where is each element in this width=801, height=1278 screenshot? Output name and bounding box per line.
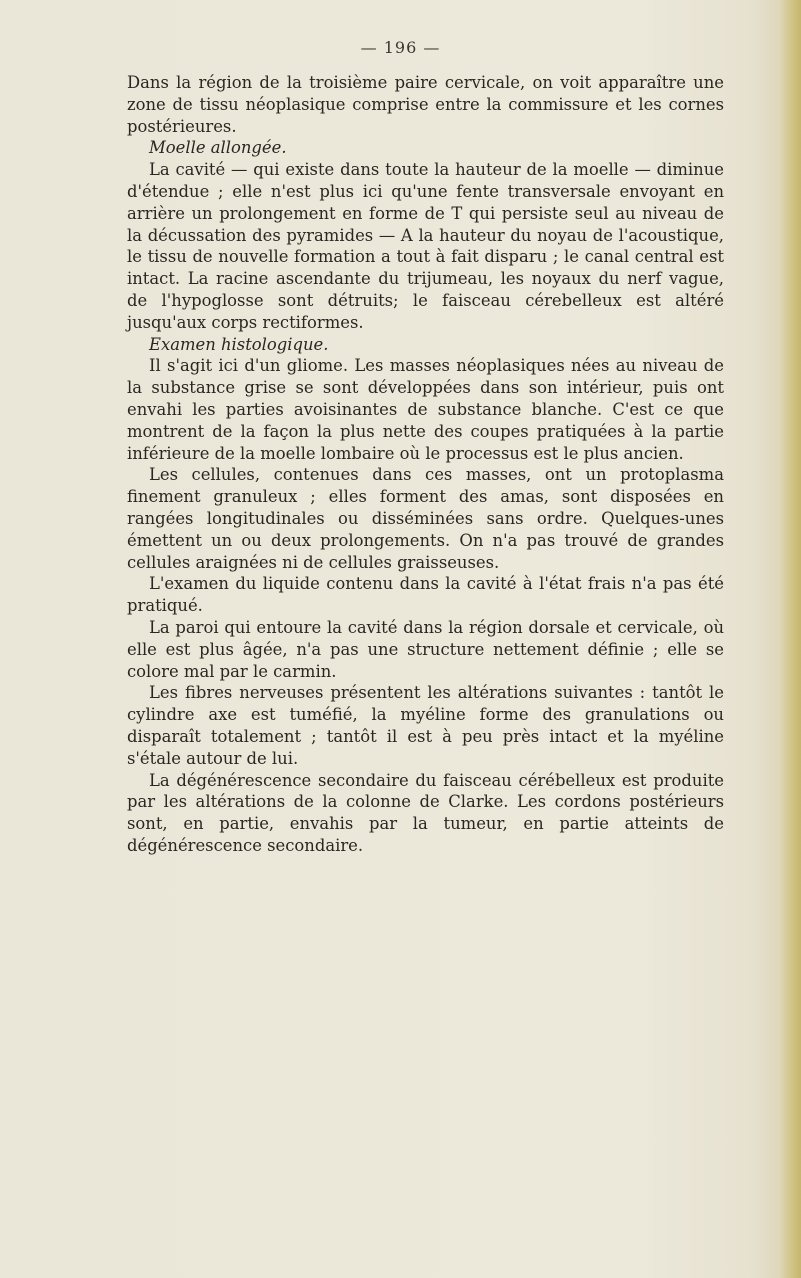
body-text: [127, 72, 724, 857]
paragraph-cavite: La cavité — qui existe dans toute la hauteur de la moelle — diminue d'étendue ; elle n'est plus ici qu'une fente transversale envoyant en arrière un prolongement en forme de T qui persiste seul au niveau de la décussation des pyramides — A la hauteur du noyau de l'acoustique, le tissu de nouvelle formation a tout à fait disparu ; le canal central est intact. La racine ascendante du trijumeau, les noyaux du nerf vague, de l'hypoglosse sont détruits; le faisceau cérebelleux est altéré jusqu'aux corps rectiformes.: [127, 160, 724, 332]
heading-examen-histologique: Examen histologique.: [149, 334, 329, 354]
page-number: — 196 —: [360, 38, 441, 57]
heading-moelle-allongee: Moelle allongée.: [149, 138, 287, 158]
paragraph-paroi: La paroi qui entoure la cavité dans la région dorsale et cervicale, où elle est plus âgée, n'a pas une structure nettement définie ; elle se colore mal par le carmin.: [127, 617, 724, 681]
paragraph-examen-liquide: L'examen du liquide contenu dans la cavité à l'état frais n'a pas été pratiqué.: [127, 574, 724, 616]
paragraph-cellules: Les cellules, contenues dans ces masses, ont un protoplasma finement granuleux ; elles forment des amas, sont disposées en rangées longitudinales ou disséminées sans ordre. Quelques-unes émettent un ou deux prolongements. On n'a pas trouvé de grandes cellules araignées ni de cellules graisseuses.: [127, 465, 724, 572]
paragraph-degenerescence: La dégénérescence secondaire du faisceau cérébelleux est produite par les altérations de la colonne de Clarke. Les cordons postérieurs sont, en partie, envahis par la tumeur, en partie atteints de dégénérescence secondaire.: [127, 770, 724, 855]
page-edge-stain: [779, 0, 801, 1278]
paragraph-gliome: Il s'agit ici d'un gliome. Les masses néoplasiques nées au niveau de la substance grise se sont développées dans son intérieur, puis ont envahi les parties avoisinantes de substance blanche. C'est ce que montrent de la façon la plus nette des coupes pratiquées à la partie inférieure de la moelle lombaire où le processus est le plus ancien.: [127, 356, 724, 463]
paragraph-fibres-nerveuses: Les fibres nerveuses présentent les altérations suivantes : tantôt le cylindre axe est tuméfié, la myéline forme des granulations ou disparaît totalement ; tantôt il est à peu près intact et la myéline s'étale autour de lui.: [127, 683, 724, 768]
paragraph-cervical-region: Dans la région de la troisième paire cervicale, on voit apparaître une zone de tissu néoplasique comprise entre la commissure et les cornes postérieures.: [127, 73, 724, 136]
